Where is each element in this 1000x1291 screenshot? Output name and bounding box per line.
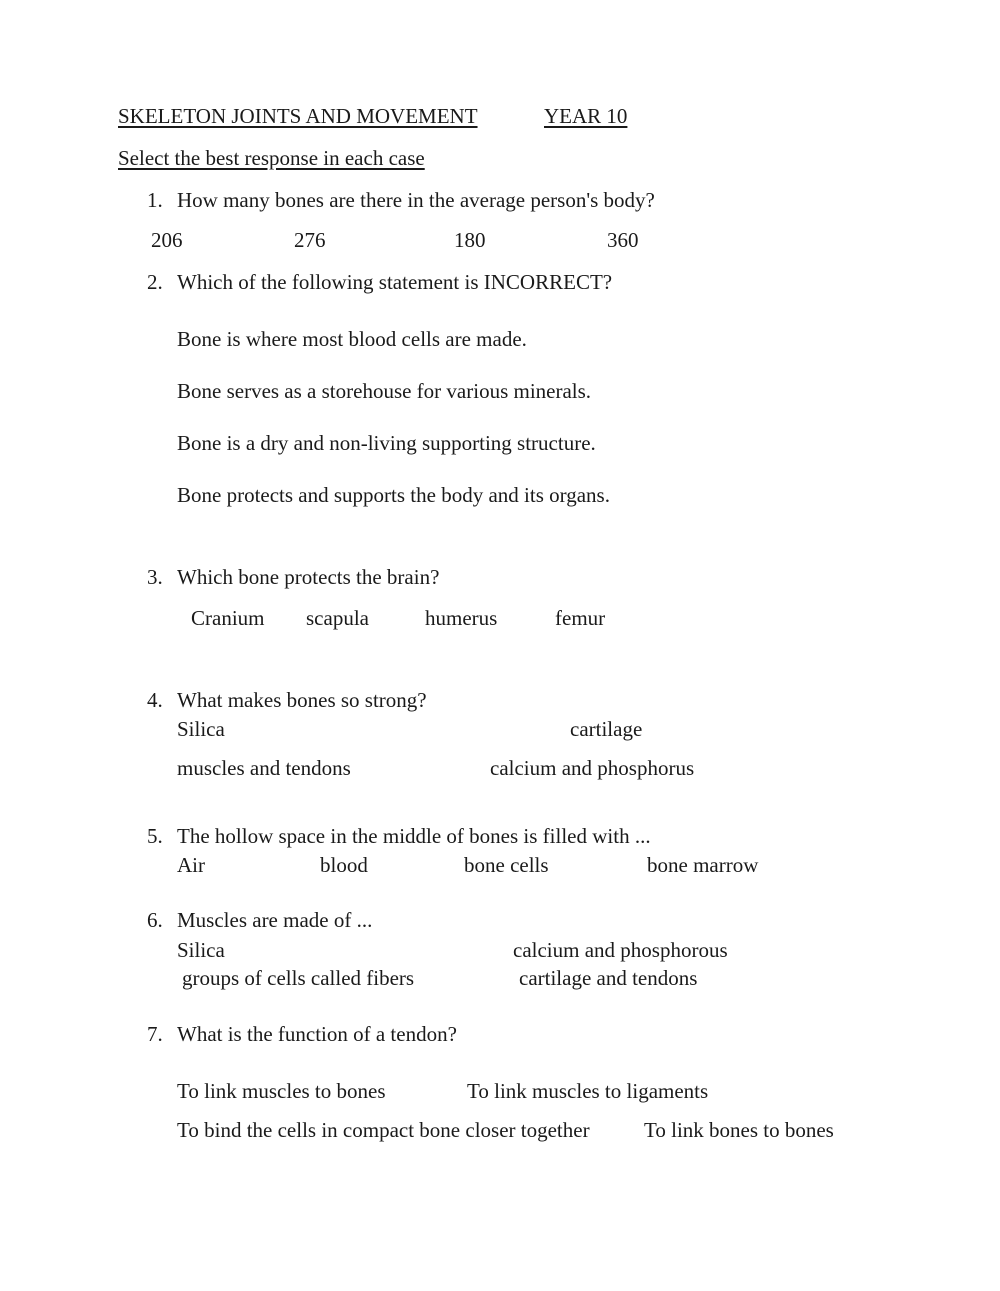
question-text: Muscles are made of ... xyxy=(177,908,373,932)
answer-option[interactable]: To link muscles to bones xyxy=(177,1079,386,1103)
question-text: What is the function of a tendon? xyxy=(177,1022,457,1046)
answer-option[interactable]: groups of cells called fibers xyxy=(182,966,415,990)
question-number: 2. xyxy=(147,270,163,294)
answer-option[interactable]: blood xyxy=(320,853,368,877)
answer-option[interactable]: cartilage and tendons xyxy=(519,966,698,990)
question-text: The hollow space in the middle of bones is filled with ... xyxy=(177,824,651,848)
answer-option[interactable]: humerus xyxy=(425,606,498,630)
answer-option[interactable]: bone cells xyxy=(464,853,549,877)
answer-option[interactable]: Cranium xyxy=(191,606,265,630)
question-text: Which bone protects the brain? xyxy=(177,565,440,589)
question-number: 7. xyxy=(147,1022,163,1046)
instruction-text: Select the best response in each case xyxy=(118,146,425,170)
answer-option[interactable]: 276 xyxy=(294,228,326,252)
answer-option[interactable]: 360 xyxy=(607,228,639,252)
question-number: 5. xyxy=(147,824,163,848)
question-number: 6. xyxy=(147,908,163,932)
answer-option[interactable]: bone marrow xyxy=(647,853,759,877)
answer-option[interactable]: Bone is a dry and non-living supporting structure. xyxy=(177,431,596,455)
answer-option[interactable]: femur xyxy=(555,606,606,630)
answer-option[interactable]: Silica xyxy=(177,938,225,962)
question-text: How many bones are there in the average person's body? xyxy=(177,188,655,212)
answer-option[interactable]: To link bones to bones xyxy=(644,1118,834,1142)
year-label: YEAR 10 xyxy=(544,104,628,128)
question-text: What makes bones so strong? xyxy=(177,688,427,712)
answer-option[interactable]: calcium and phosphorous xyxy=(513,938,728,962)
question-number: 3. xyxy=(147,565,163,589)
answer-option[interactable]: Bone serves as a storehouse for various minerals. xyxy=(177,379,592,403)
worksheet-title: SKELETON JOINTS AND MOVEMENT xyxy=(118,104,478,128)
answer-option[interactable]: muscles and tendons xyxy=(177,756,351,780)
answer-option[interactable]: cartilage xyxy=(570,717,643,741)
answer-option[interactable]: Bone is where most blood cells are made. xyxy=(177,327,527,351)
question-number: 1. xyxy=(147,188,163,212)
answer-option[interactable]: calcium and phosphorus xyxy=(490,756,695,780)
answer-option[interactable]: Silica xyxy=(177,717,225,741)
answer-option[interactable]: Air xyxy=(177,853,205,877)
answer-option[interactable]: To link muscles to ligaments xyxy=(467,1079,709,1103)
question-text: Which of the following statement is INCORRECT? xyxy=(177,270,613,294)
answer-option[interactable]: scapula xyxy=(306,606,369,630)
question-number: 4. xyxy=(147,688,163,712)
answer-option[interactable]: 206 xyxy=(151,228,183,252)
answer-option[interactable]: To bind the cells in compact bone closer together xyxy=(177,1118,590,1142)
answer-option[interactable]: 180 xyxy=(454,228,486,252)
answer-option[interactable]: Bone protects and supports the body and its organs. xyxy=(177,483,610,507)
